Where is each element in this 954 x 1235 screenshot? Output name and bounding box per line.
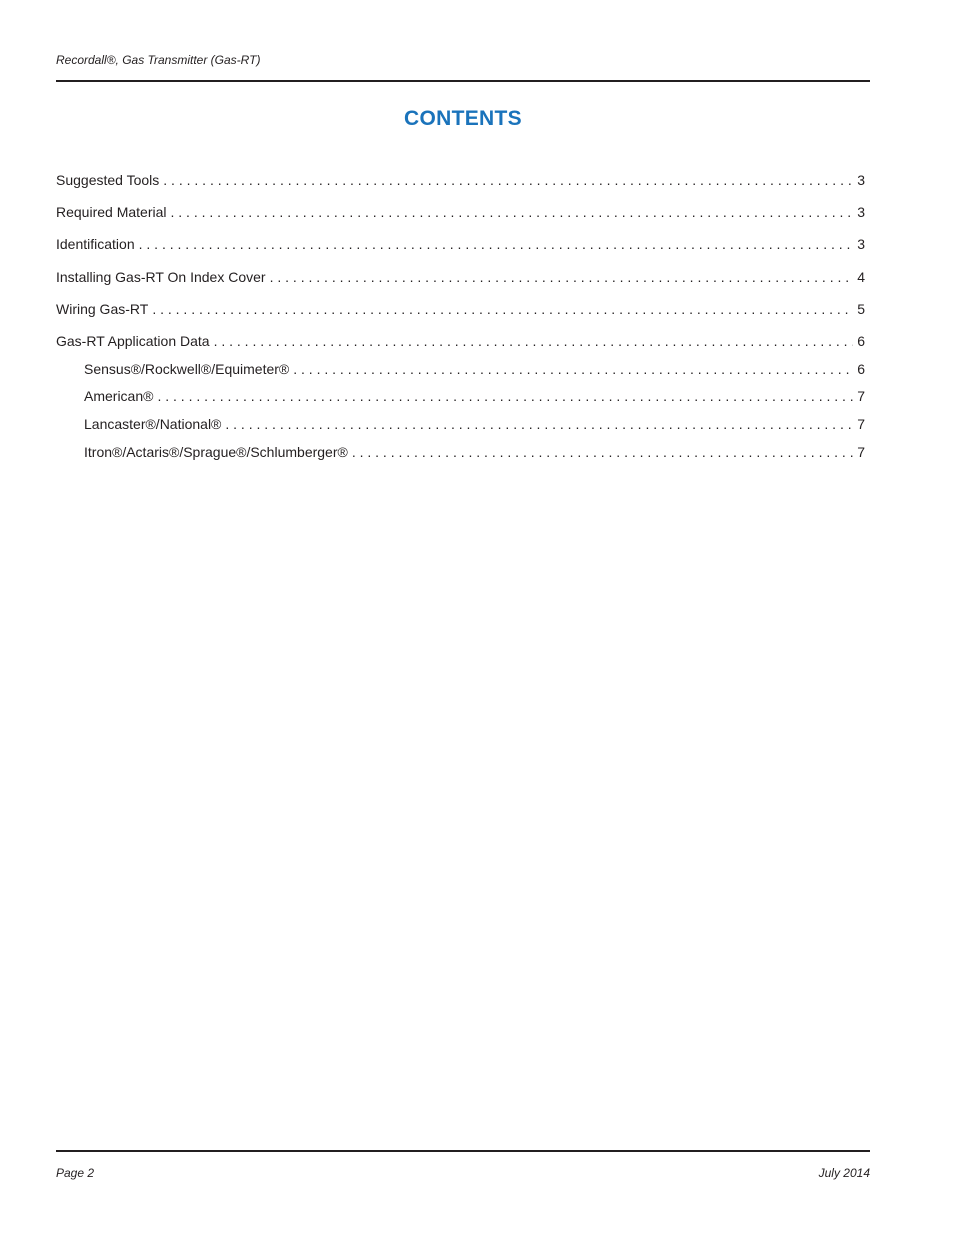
toc-page-number: 6 xyxy=(857,361,865,377)
toc-page-number: 3 xyxy=(857,236,865,252)
toc-entry-label: Identification xyxy=(56,236,135,252)
toc-entry-label: Wiring Gas-RT xyxy=(56,301,149,317)
toc-entry-application-data[interactable] xyxy=(56,332,865,350)
toc-dot-leader xyxy=(171,203,854,221)
toc-page-number: 7 xyxy=(857,416,865,432)
toc-dot-leader xyxy=(214,332,854,350)
running-header-title: Recordall®, Gas Transmitter (Gas-RT) xyxy=(56,53,261,67)
toc-page-number: 4 xyxy=(857,269,865,285)
toc-dot-leader xyxy=(152,300,853,318)
toc-entry-label: Suggested Tools xyxy=(56,172,160,188)
footer-divider xyxy=(56,1150,870,1152)
toc-entry-suggested-tools[interactable] xyxy=(56,171,865,189)
toc-dot-leader xyxy=(139,235,854,253)
toc-entry-identification[interactable] xyxy=(56,235,865,253)
toc-entry-required-material[interactable] xyxy=(56,203,865,221)
toc-entry-wiring-gas-rt[interactable] xyxy=(56,300,865,318)
toc-entry-label: Installing Gas-RT On Index Cover xyxy=(56,269,266,285)
toc-entry-label: Itron®/Actaris®/Sprague®/Schlumberger® xyxy=(84,444,348,460)
toc-entry-label: Lancaster®/National® xyxy=(84,416,222,432)
page-title: CONTENTS xyxy=(404,107,522,130)
toc-page-number: 7 xyxy=(857,388,865,404)
toc-dot-leader xyxy=(225,415,853,433)
toc-page-number: 5 xyxy=(857,301,865,317)
toc-entry-label: American® xyxy=(84,388,154,404)
toc-entry-label: Gas-RT Application Data xyxy=(56,333,210,349)
toc-subentry-sensus[interactable] xyxy=(84,360,865,378)
toc-dot-leader xyxy=(352,443,853,461)
toc-subentry-itron[interactable] xyxy=(84,443,865,461)
toc-page-number: 3 xyxy=(857,172,865,188)
toc-dot-leader xyxy=(293,360,853,378)
footer-page-number: Page 2 xyxy=(56,1166,95,1180)
toc-dot-leader xyxy=(163,171,853,189)
toc-page-number: 6 xyxy=(857,333,865,349)
toc-subentry-lancaster[interactable] xyxy=(84,415,865,433)
toc-dot-leader xyxy=(270,268,854,286)
footer-date: July 2014 xyxy=(818,1166,870,1180)
toc-page-number: 3 xyxy=(857,204,865,220)
toc-entry-label: Sensus®/Rockwell®/Equimeter® xyxy=(84,361,290,377)
toc-page-number: 7 xyxy=(857,444,865,460)
toc-subentry-american[interactable] xyxy=(84,387,865,405)
header-divider xyxy=(56,80,870,82)
toc-dot-leader xyxy=(157,387,853,405)
toc-entry-label: Required Material xyxy=(56,204,167,220)
toc-entry-installing-gas-rt[interactable] xyxy=(56,268,865,286)
